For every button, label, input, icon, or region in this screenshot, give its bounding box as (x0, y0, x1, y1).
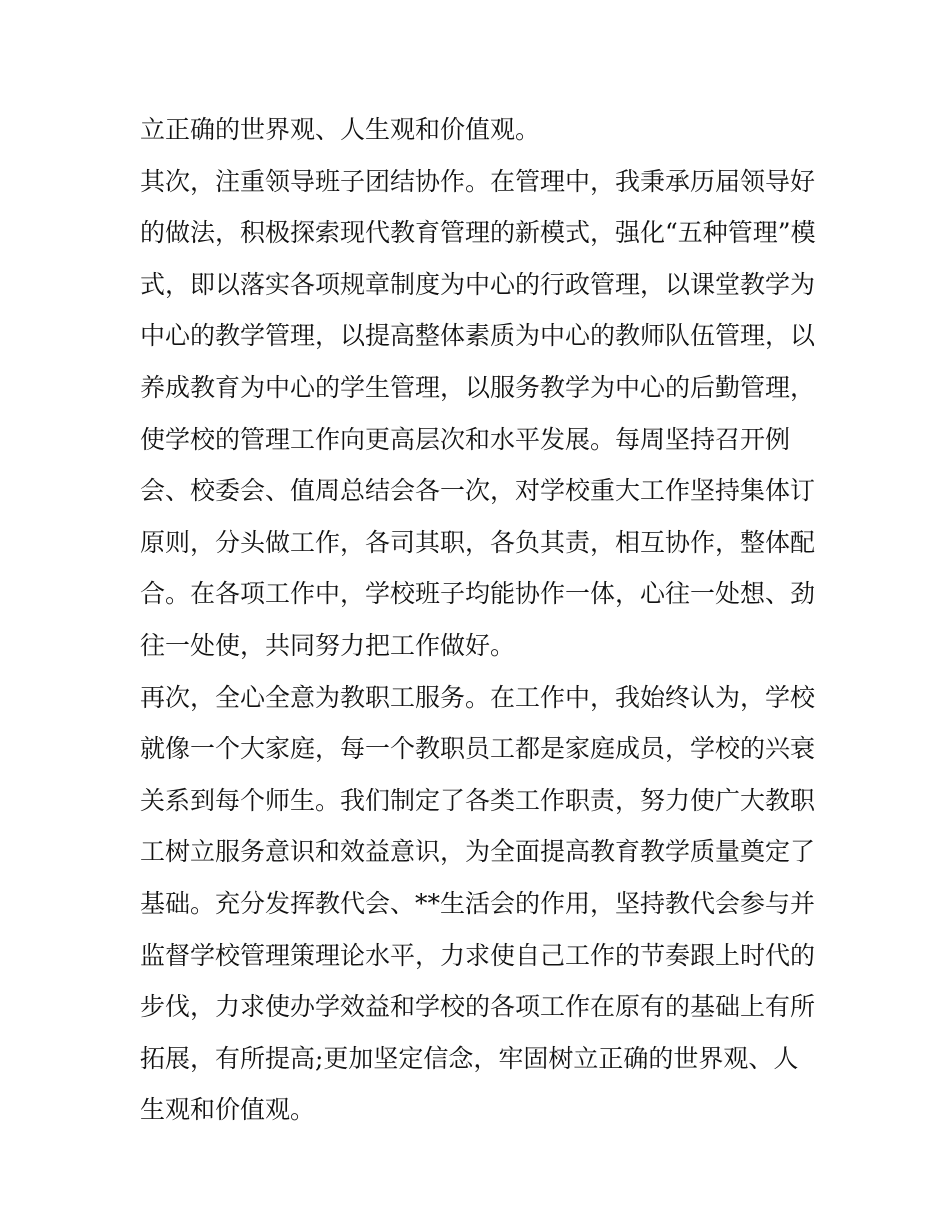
text-line: 原则，分头做工作，各司其职，各负其责，相互协作，整体配 (140, 527, 816, 557)
text-line: 步伐，力求使办学效益和学校的各项工作在原有的基础上有所 (140, 992, 816, 1022)
text-line: 工树立服务意识和效益意识，为全面提高教育教学质量奠定了 (140, 837, 816, 867)
text-line: 基础。充分发挥教代会、**生活会的作用，坚持教代会参与并 (140, 888, 816, 918)
text-line: 再次，全心全意为教职工服务。在工作中，我始终认为，学校 (140, 682, 816, 712)
text-line: 拓展，有所提高;更加坚定信念，牢固树立正确的世界观、人 (140, 1043, 799, 1073)
text-line: 往一处使，共同努力把工作做好。 (140, 630, 516, 660)
text-line: 生观和价值观。 (140, 1095, 316, 1125)
text-line: 式，即以落实各项规章制度为中心的行政管理，以课堂教学为 (140, 269, 816, 299)
text-line: 监督学校管理策理论水平，力求使自己工作的节奏跟上时代的 (140, 940, 816, 970)
text-line: 中心的教学管理，以提高整体素质为中心的教师队伍管理，以 (140, 321, 816, 351)
text-line: 会、校委会、值周总结会各一次，对学校重大工作坚持集体订 (140, 476, 816, 506)
text-line: 合。在各项工作中，学校班子均能协作一体，心往一处想、劲 (140, 579, 816, 609)
text-line: 使学校的管理工作向更高层次和水平发展。每周坚持召开例 (140, 424, 791, 454)
text-line: 立正确的世界观、人生观和价值观。 (140, 115, 541, 144)
text-line: 的做法，积极探索现代教育管理的新模式，强化“五种管理”模 (140, 218, 816, 248)
text-line: 养成教育为中心的学生管理，以服务教学为中心的后勤管理， (140, 372, 816, 402)
text-line: 其次，注重领导班子团结协作。在管理中，我秉承历届领导好 (140, 166, 816, 196)
text-line: 就像一个大家庭，每一个教职员工都是家庭成员，学校的兴衰 (140, 734, 816, 764)
text-line: 关系到每个师生。我们制定了各类工作职责，努力使广大教职 (140, 785, 816, 815)
body-text (140, 104, 820, 1136)
